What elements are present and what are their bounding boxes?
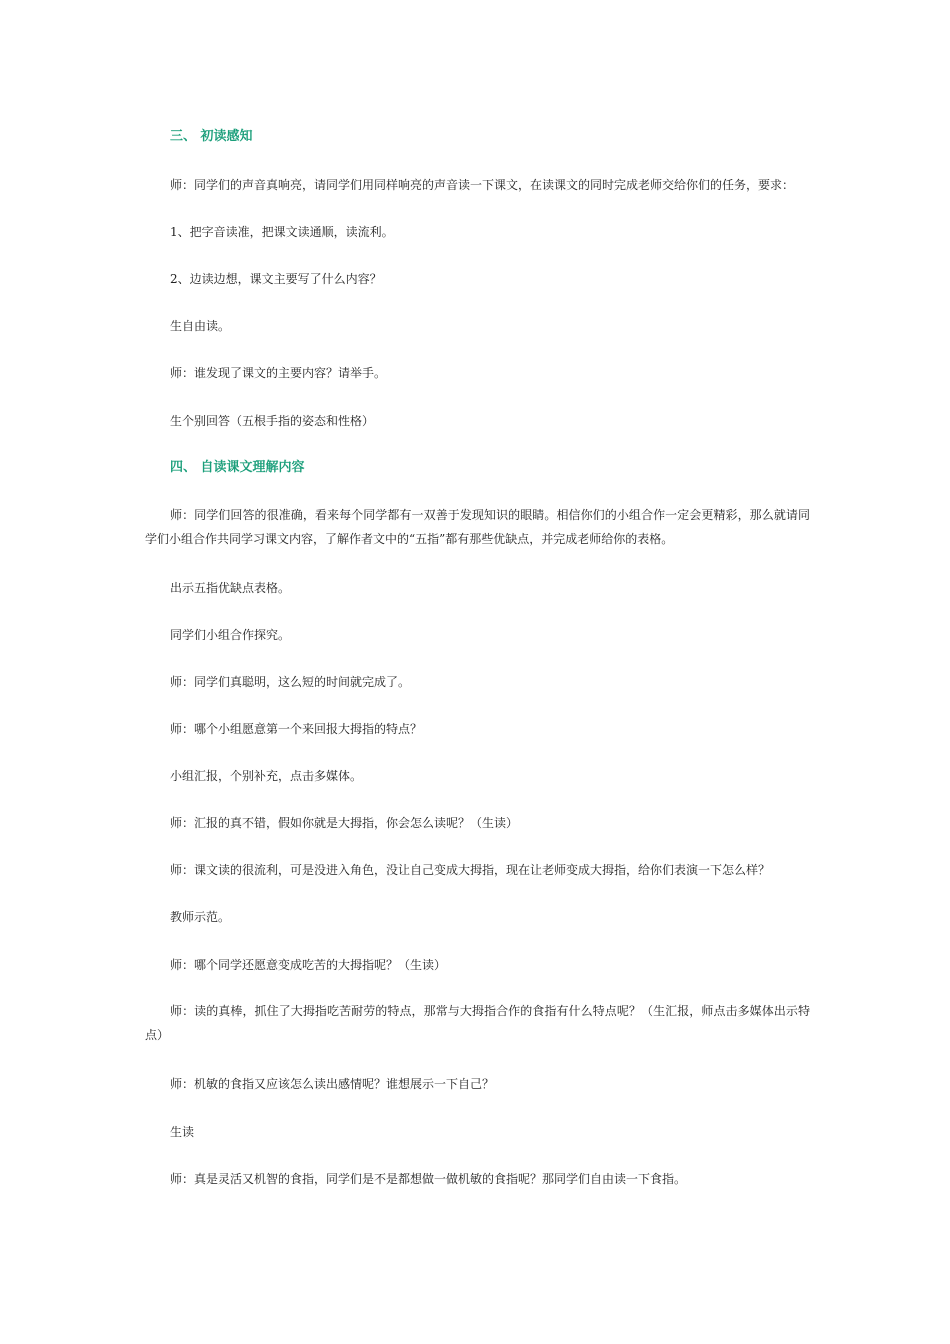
paragraph: 同学们小组合作探究。 [170, 628, 291, 642]
paragraph: 小组汇报，个别补充，点击多媒体。 [170, 769, 363, 783]
section-heading: 三、 初读感知 [170, 129, 253, 144]
paragraph: 生读 [170, 1125, 195, 1139]
paragraph: 师：哪个小组愿意第一个来回报大拇指的特点？ [170, 722, 423, 736]
paragraph: 师：谁发现了课文的主要内容？请举手。 [170, 366, 387, 380]
paragraph: 2、边读边想，课文主要写了什么内容？ [170, 272, 382, 286]
paragraph: 师：机敏的食指又应该怎么读出感情呢？谁想展示一下自己？ [170, 1077, 495, 1091]
paragraph: 出示五指优缺点表格。 [170, 581, 291, 595]
paragraph: 师：汇报的真不错，假如你就是大拇指，你会怎么读呢？（生读） [170, 816, 519, 830]
paragraph: 师：哪个同学还愿意变成吃苦的大拇指呢？（生读） [170, 958, 447, 972]
paragraph: 师：读的真棒，抓住了大拇指吃苦耐劳的特点，那常与大拇指合作的食指有什么特点呢？（生汇报，师点击多媒体出示特点） [145, 1004, 810, 1042]
paragraph: 师：同学们真聪明，这么短的时间就完成了。 [170, 675, 411, 689]
paragraph: 师：同学们的声音真响亮，请同学们用同样响亮的声音读一下课文，在读课文的同时完成老师交给你们的任务，要求： [170, 178, 795, 192]
section-heading: 四、 自读课文理解内容 [170, 460, 305, 475]
paragraph: 1、把字音读准，把课文读通顺，读流利。 [170, 225, 394, 239]
paragraph: 师：同学们回答的很准确，看来每个同学都有一双善于发现知识的眼睛。相信你们的小组合作一定会更精彩，那么就请同学们小组合作共同学习课文内容，了解作者文中的“五指”都有那些优缺点，并完成老师给你的表格。 [145, 508, 810, 546]
paragraph: 师：真是灵活又机智的食指，同学们是不是都想做一做机敏的食指呢？那同学们自由读一下食指。 [170, 1172, 687, 1186]
paragraph: 教师示范。 [170, 910, 231, 924]
paragraph: 师：课文读的很流利，可是没进入角色，没让自己变成大拇指，现在让老师变成大拇指，给你们表演一下怎么样？ [170, 863, 771, 877]
paragraph: 生个别回答（五根手指的姿态和性格） [170, 414, 375, 428]
paragraph: 生自由读。 [170, 319, 231, 333]
